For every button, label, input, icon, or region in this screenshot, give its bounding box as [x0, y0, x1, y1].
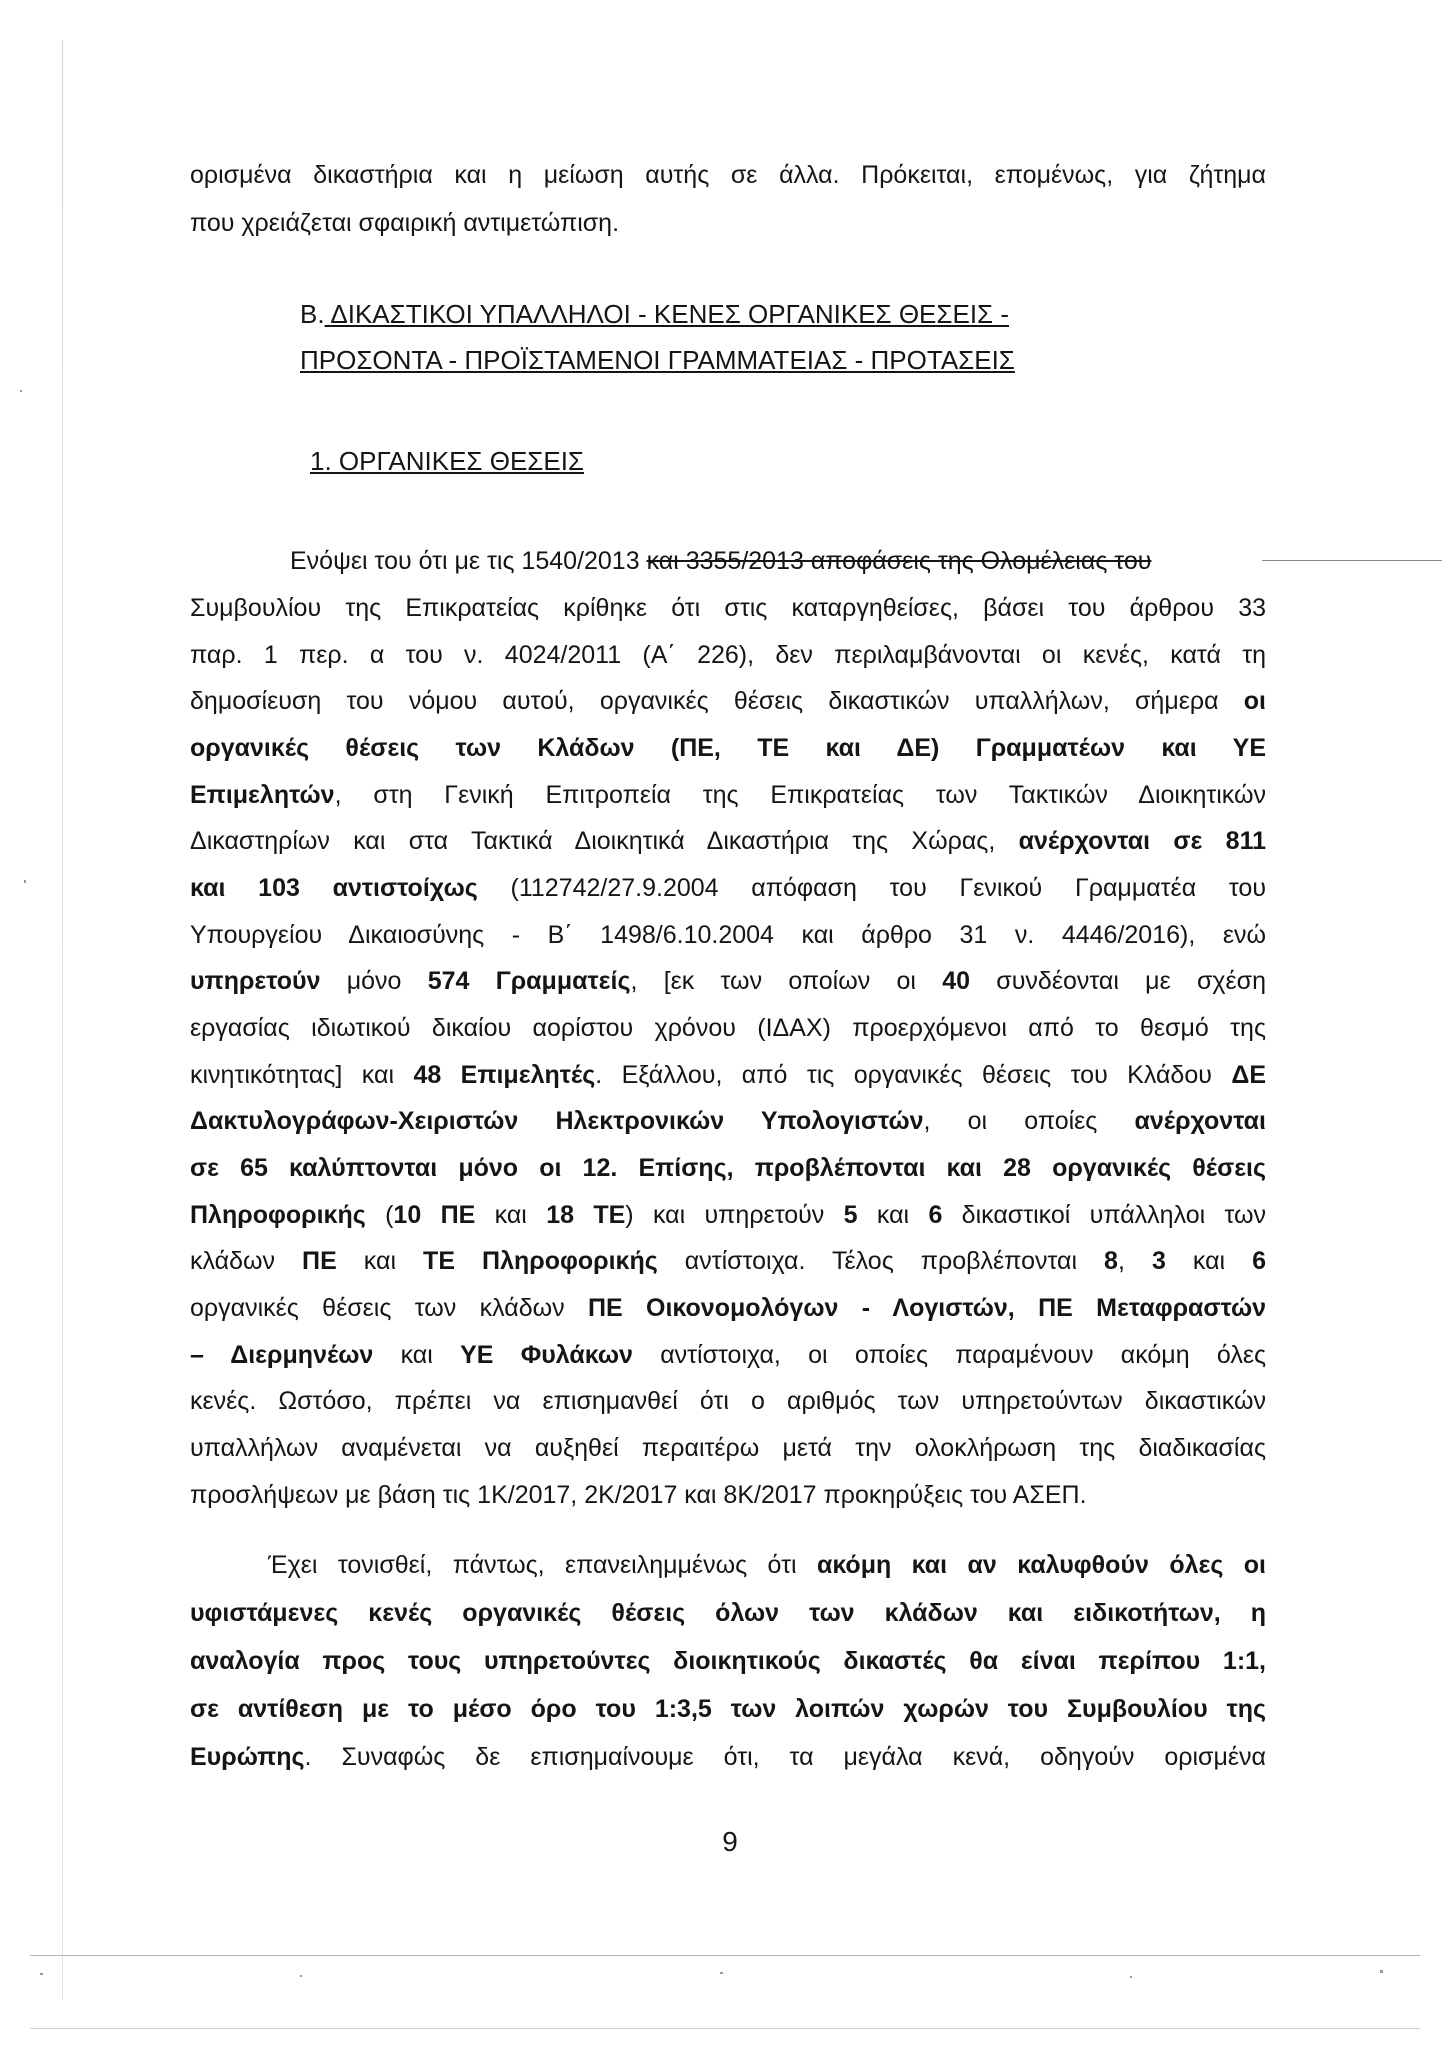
body-text-line: παρ. 1 περ. α του ν. 4024/2011 (Α΄ 226), δεν περιλαμβάνονται οι κενές, κατά τη	[190, 641, 1266, 669]
body-text-line: αναλογία προς τους υπηρετούντες διοικητικούς δικαστές θα είναι περίπου 1:1,	[190, 1647, 1266, 1675]
body-text-line: σε 65 καλύπτονται μόνο οι 12. Επίσης, προβλέπονται και 28 οργανικές θέσεις	[190, 1154, 1266, 1182]
scan-speck	[24, 880, 26, 883]
body-text-line: υπαλλήλων αναμένεται να αυξηθεί περαιτέρω μετά την ολοκλήρωση της διαδικασίας	[190, 1434, 1266, 1462]
section-heading	[300, 294, 1009, 334]
body-text-line: ορισμένα δικαστήρια και η μείωση αυτής σε άλλα. Πρόκειται, επομένως, για ζήτημα	[190, 161, 1266, 189]
scan-bottom-line-2	[30, 2028, 1420, 2029]
body-text-line: δημοσίευση του νόμου αυτού, οργανικές θέσεις δικαστικών υπαλλήλων, σήμερα οι	[190, 687, 1266, 715]
body-text-line: – Διερμηνέων και ΥΕ Φυλάκων αντίστοιχα, οι οποίες παραμένουν ακόμη όλες	[190, 1341, 1267, 1369]
body-text-line: προσλήψεων με βάση τις 1Κ/2017, 2Κ/2017 και 8Κ/2017 προκηρύξεις του ΑΣΕΠ.	[190, 1481, 1087, 1509]
scan-speck	[300, 1975, 302, 1977]
page-number: 9	[722, 1826, 738, 1857]
scan-speck	[720, 1972, 723, 1974]
scan-margin-line	[62, 40, 63, 2000]
section-title-line1: ΔΙΚΑΣΤΙΚΟΙ ΥΠΑΛΛΗΛΟΙ - ΚΕΝΕΣ ΟΡΓΑΝΙΚΕΣ ΘΕΣΕΙΣ -	[330, 299, 1009, 329]
body-text-line: οργανικές θέσεις των Κλάδων (ΠΕ, ΤΕ και ΔΕ) Γραμματέων και ΥΕ	[190, 734, 1266, 762]
section-letter: Β.	[300, 299, 325, 329]
body-text-line: και 103 αντιστοίχως (112742/27.9.2004 απόφαση του Γενικού Γραμματέα του	[190, 874, 1266, 902]
strikethrough-extension	[1262, 560, 1442, 561]
body-text-line: Υπουργείου Δικαιοσύνης - Β΄ 1498/6.10.2004 και άρθρο 31 ν. 4446/2016), ενώ	[190, 921, 1266, 949]
body-text-line: σε αντίθεση με το μέσο όρο του 1:3,5 των λοιπών χωρών του Συμβουλίου της	[190, 1695, 1266, 1723]
body-text-line: Συμβουλίου της Επικρατείας κρίθηκε ότι στις καταργηθείσες, βάσει του άρθρου 33	[190, 594, 1266, 622]
body-text-line: που χρειάζεται σφαιρική αντιμετώπιση.	[190, 209, 620, 237]
body-text-line: υφιστάμενες κενές οργανικές θέσεις όλων των κλάδων και ειδικοτήτων, η	[190, 1599, 1266, 1627]
section-title-line2: ΠΡΟΣΟΝΤΑ - ΠΡΟΪΣΤΑΜΕΝΟΙ ΓΡΑΜΜΑΤΕΙΑΣ - ΠΡΟΤΑΣΕΙΣ	[300, 345, 1015, 375]
subsection-heading: 1. ΟΡΓΑΝΙΚΕΣ ΘΕΣΕΙΣ	[310, 446, 585, 476]
scan-bottom-line	[30, 1955, 1420, 1956]
body-text-line: Δακτυλογράφων-Χειριστών Ηλεκτρονικών Υπολογιστών, οι οποίες ανέρχονται	[190, 1107, 1266, 1135]
body-text-line: Ενόψει του ότι με τις 1540/2013 και 3355/2013 αποφάσεις της Ολομέλειας του	[290, 547, 1152, 575]
scan-speck	[40, 1973, 43, 1975]
body-text-line: κενές. Ωστόσο, πρέπει να επισημανθεί ότι ο αριθμός των υπηρετούντων δικαστικών	[190, 1387, 1266, 1415]
scan-speck	[1380, 1970, 1383, 1973]
body-text-line: Πληροφορικής (10 ΠΕ και 18 ΤΕ) και υπηρετούν 5 και 6 δικαστικοί υπάλληλοι των	[190, 1201, 1267, 1229]
body-text-line: Ευρώπης. Συναφώς δε επισημαίνουμε ότι, τα μεγάλα κενά, οδηγούν ορισμένα	[190, 1743, 1266, 1771]
body-text-line: κλάδων ΠΕ και ΤΕ Πληροφορικής αντίστοιχα. Τέλος προβλέπονται 8, 3 και 6	[190, 1247, 1267, 1275]
scan-speck	[20, 390, 22, 392]
body-text-line: εργασίας ιδιωτικού δικαίου αορίστου χρόνου (ΙΔΑΧ) προερχόμενοι από το θεσμό της	[190, 1014, 1266, 1042]
body-text-line: υπηρετούν μόνο 574 Γραμματείς, [εκ των οποίων οι 40 συνδέονται με σχέση	[190, 967, 1266, 995]
scan-speck	[1130, 1976, 1132, 1978]
body-text-line: οργανικές θέσεις των κλάδων ΠΕ Οικονομολόγων - Λογιστών, ΠΕ Μεταφραστών	[190, 1294, 1266, 1322]
body-text-line: κινητικότητας] και 48 Επιμελητές. Εξάλλου, από τις οργανικές θέσεις του Κλάδου ΔΕ	[190, 1061, 1266, 1089]
body-text-line: Δικαστηρίων και στα Τακτικά Διοικητικά Δικαστήρια της Χώρας, ανέρχονται σε 811	[190, 827, 1266, 855]
body-text-line: Έχει τονισθεί, πάντως, επανειλημμένως ότι ακόμη και αν καλυφθούν όλες οι	[268, 1551, 1266, 1579]
body-text-line: Επιμελητών, στη Γενική Επιτροπεία της Επικρατείας των Τακτικών Διοικητικών	[190, 781, 1266, 809]
